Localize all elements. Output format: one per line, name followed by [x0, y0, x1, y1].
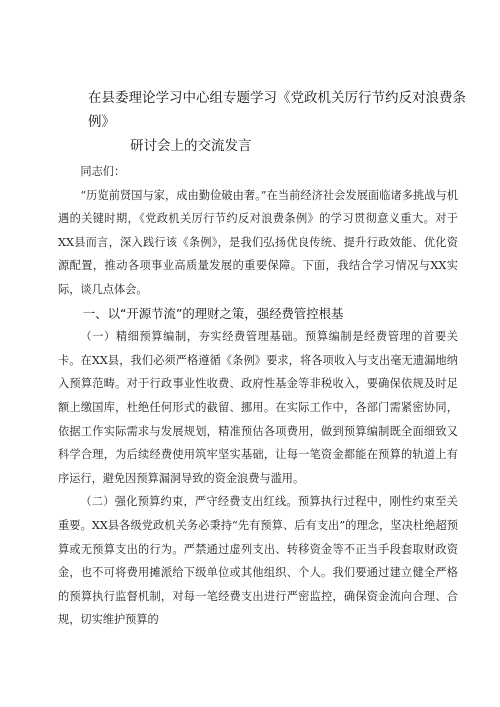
intro-paragraph: “历览前贤国与家，成由勤俭破由奢。”在当前经济社会发展面临诸多挑战与机遇的关键时期，《党政机关厉行节约反对浪费条例》的学习贯彻意义重大。对于XX县而言，深入践行该《条例》，是我们弘扬优良传统、提升行政效能、优化资源配置，推动各项事业高质量发展的重要保障。下面，我结合学习情况与XX实际，谈几点体会。	[58, 188, 458, 296]
title-line-2: 研讨会上的交流发言	[130, 138, 252, 154]
section-heading-1: 一、以“开源节流”的理财之策，强经费管控根基	[82, 305, 344, 321]
section-1-paragraph-1: （一）精细预算编制，夯实经费管理基础。预算编制是经费管理的首要关卡。在XX县，我们必须严格遵循《条例》要求，将各项收入与支出毫无遗漏地纳入预算范畴。对于行政事业性收费、政府性基金等非税收入，要确保依规及时足额上缴国库，杜绝任何形式的截留、挪用。在实际工作中，各部门需紧密协同，依据工作实际需求与发展规划，精准预估各项费用，做到预算编制既全面细致又科学合理，为后续经费使用筑牢坚实基础，让每一笔资金都能在预算的轨道上有序运行，避免因预算漏洞导致的资金浪费与滥用。	[58, 330, 458, 485]
section-1-paragraph-2: （二）强化预算约束，严守经费支出红线。预算执行过程中，刚性约束至关重要。XX县各级党政机关务必秉持“先有预算、后有支出”的理念，坚决杜绝超预算或无预算支出的行为。严禁通过虚列支出、转移资金等不正当手段套取财政资金，也不可将费用摊派给下级单位或其他组织、个人。我们要通过建立健全严格的预算执行监督机制，对每一笔经费支出进行严密监控，确保资金流向合理、合规，切实维护预算的	[58, 495, 458, 627]
title-line-1: 在县委理论学习中心组专题学习《党政机关厉行节约反对浪费条例》	[88, 90, 466, 130]
document-body	[58, 160, 458, 632]
document-title	[88, 86, 468, 158]
salutation: 同志们：	[80, 165, 126, 178]
